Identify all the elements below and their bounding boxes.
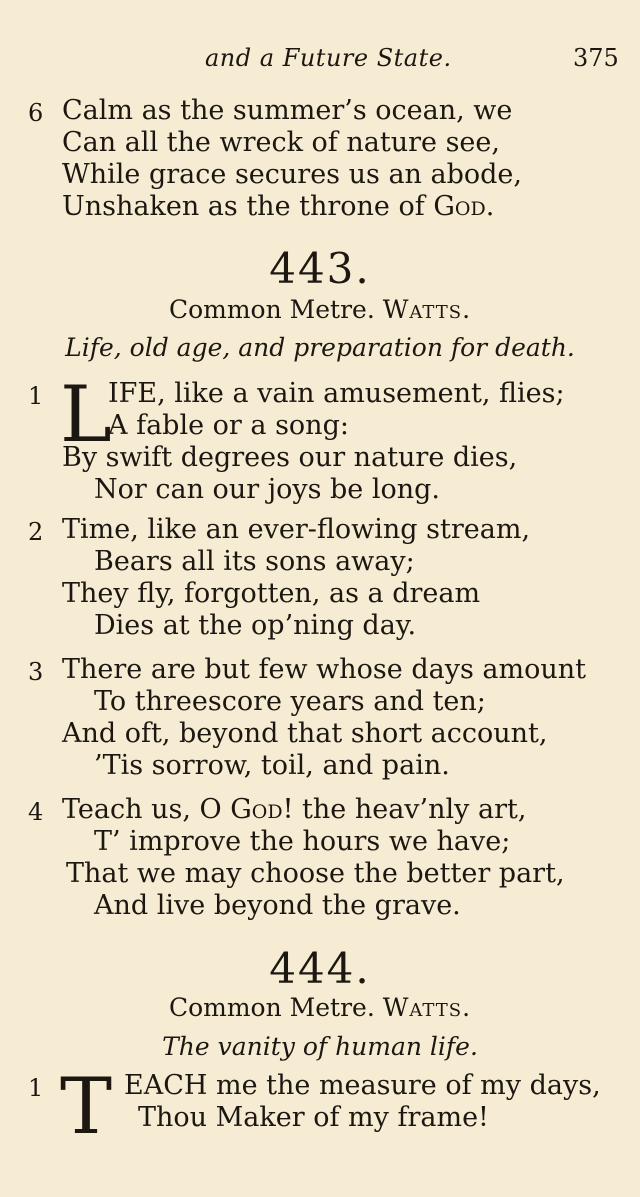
verse-line: Can all the wreck of nature see, [62, 127, 500, 158]
god-word: God [230, 794, 283, 825]
author: Watts. [382, 993, 472, 1022]
stanza-number: 6 [28, 99, 44, 127]
hymn-443-subject: Life, old age, and preparation for death. [65, 333, 575, 362]
verse-line: To threescore years and ten; [94, 686, 486, 717]
drop-cap: T [60, 1062, 113, 1152]
drop-cap: L [60, 370, 112, 460]
verse-line: EACH me the measure of my days, [124, 1070, 601, 1101]
verse-line: Nor can our joys be long. [94, 474, 441, 505]
verse-line: Unshaken as the throne of God. [62, 191, 495, 222]
verse-line: By swift degrees our nature dies, [62, 442, 518, 473]
stanza-number: 1 [28, 1074, 44, 1102]
verse-line: Time, like an ever-flowing stream, [62, 514, 531, 545]
verse-line: ’Tis sorrow, toil, and pain. [94, 750, 450, 781]
verse-line: Bears all its sons away; [94, 546, 415, 577]
verse-line: Thou Maker of my frame! [138, 1102, 489, 1133]
god-word: God [433, 191, 486, 222]
hymn-number-443: 443. [269, 244, 371, 293]
hymn-443-metre: Common Metre. Watts. [168, 295, 472, 324]
page-header [0, 44, 640, 78]
stanza-number: 4 [28, 798, 44, 826]
running-title: and a Future State. [205, 44, 452, 72]
verse-line: Calm as the summer’s ocean, we [62, 95, 513, 126]
verse-line: IFE, like a vain amusement, flies; [108, 378, 565, 409]
verse-line: That we may choose the better part, [66, 858, 565, 889]
verse-line: They fly, forgotten, as a dream [62, 578, 481, 609]
verse-line: A fable or a song: [108, 410, 349, 441]
verse-line: T’ improve the hours we have; [94, 826, 511, 857]
verse-line: Dies at the op’ning day. [94, 610, 417, 641]
verse-line: While grace secures us an abode, [62, 159, 522, 190]
hymn-444-subject: The vanity of human life. [162, 1032, 478, 1061]
author: Watts. [382, 295, 472, 324]
stanza-number: 2 [28, 518, 44, 546]
stanza-number: 3 [28, 658, 44, 686]
hymn-number-444: 444. [269, 944, 371, 993]
hymn-444-metre: Common Metre. Watts. [168, 993, 472, 1022]
verse-line: There are but few whose days amount [62, 654, 587, 685]
page-number: 375 [573, 44, 619, 72]
verse-line: And oft, beyond that short account, [62, 718, 548, 749]
stanza-number: 1 [28, 382, 44, 410]
verse-line: And live beyond the grave. [94, 890, 461, 921]
verse-line: Teach us, O God! the heav’nly art, [62, 794, 527, 825]
